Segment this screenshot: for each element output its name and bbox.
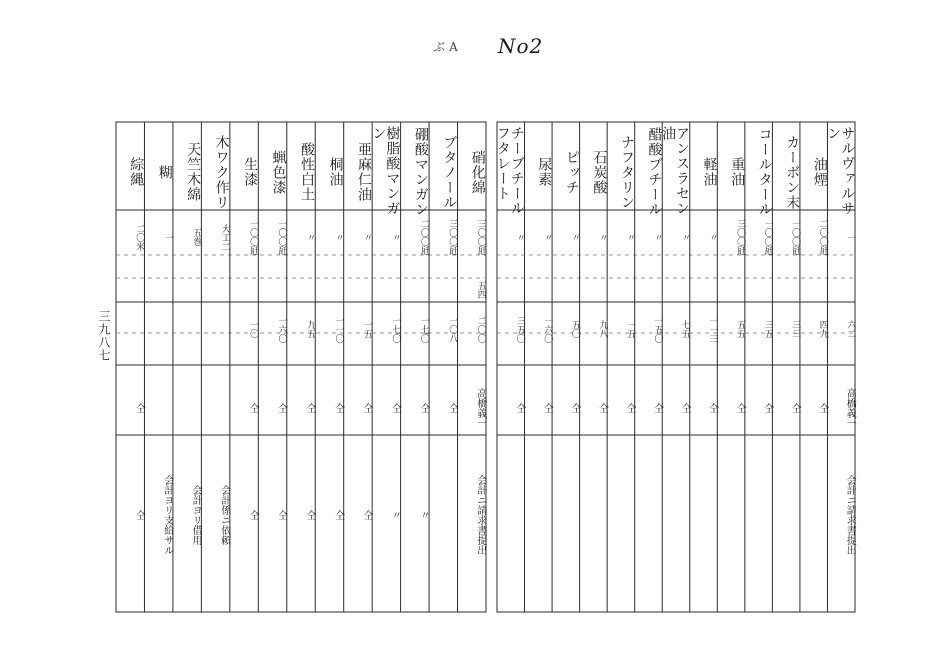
sub-amount bbox=[345, 280, 371, 300]
recipient: 仝 bbox=[275, 403, 287, 413]
unit-price: 一一〇 bbox=[333, 315, 344, 343]
sub-amount bbox=[580, 280, 606, 300]
item-name: 油煙 bbox=[811, 157, 828, 187]
recipient: 仝 bbox=[541, 403, 553, 413]
unit-price: 一五〇 bbox=[652, 315, 663, 343]
unit-price: 一六〇 bbox=[276, 315, 287, 343]
item-name: 軽油 bbox=[701, 157, 718, 187]
provision-note: 仝 bbox=[332, 510, 344, 520]
unit-price bbox=[203, 306, 229, 352]
item-name: サルヴァルサン bbox=[825, 126, 856, 216]
recipient: 仝 bbox=[596, 403, 608, 413]
item-name: 硼酸マンガン bbox=[412, 127, 429, 217]
provision-note bbox=[691, 440, 717, 590]
unit-price bbox=[117, 306, 143, 352]
quantity: 三〇〇瓩 bbox=[447, 219, 458, 255]
unit-price: 一五 bbox=[624, 320, 635, 338]
quantity: 五巻 bbox=[191, 228, 202, 246]
recipient: 仝 bbox=[446, 403, 458, 413]
corner-mark: ぶ А bbox=[433, 40, 458, 54]
recipient: 仝 bbox=[734, 403, 746, 413]
provision-note bbox=[746, 440, 772, 590]
provision-note: 〃 bbox=[417, 510, 429, 520]
recipient: 仝 bbox=[304, 403, 315, 413]
sub-amount bbox=[553, 280, 579, 300]
unit-price: 四九 bbox=[817, 320, 828, 338]
sub-amount bbox=[203, 280, 229, 300]
sub-amount bbox=[608, 280, 634, 300]
ledger-column bbox=[691, 122, 717, 612]
item-name: ブタノール bbox=[441, 134, 458, 210]
quantity: 〃 bbox=[305, 232, 315, 242]
recipient: 高橋義一 bbox=[844, 388, 856, 428]
item-name: 蝋色漆 bbox=[270, 149, 287, 195]
recipient: 仝 bbox=[417, 403, 429, 413]
sub-amount bbox=[801, 280, 827, 300]
ledger-column bbox=[580, 122, 606, 612]
ledger-column bbox=[146, 122, 172, 612]
unit-price: 三三 bbox=[790, 320, 801, 338]
provision-note: 仝 bbox=[304, 510, 315, 520]
provision-note bbox=[635, 440, 661, 590]
sub-amount bbox=[316, 280, 342, 300]
ledger-column bbox=[174, 122, 200, 612]
ledger-column bbox=[370, 122, 401, 612]
unit-price bbox=[146, 306, 172, 352]
item-name: 桐油 bbox=[327, 157, 344, 187]
item-name: カーボン末 bbox=[784, 134, 801, 210]
item-name: 硝化綿 bbox=[469, 149, 486, 195]
provision-note: 〃 bbox=[389, 510, 401, 520]
item-name: 天竺木綿 bbox=[185, 142, 202, 202]
ledger-column bbox=[746, 122, 772, 612]
sub-amount bbox=[174, 280, 200, 300]
quantity: 一〇〇瓩 bbox=[790, 219, 801, 255]
recipient: 仝 bbox=[332, 403, 344, 413]
sub-amount bbox=[260, 280, 286, 300]
sub-amount bbox=[691, 280, 717, 300]
provision-note: 仝 bbox=[275, 510, 287, 520]
unit-price: 三五 bbox=[762, 320, 773, 338]
provision-note bbox=[553, 440, 579, 590]
provision-note: 会計ニ請求書提出 bbox=[844, 475, 856, 555]
ledger-column bbox=[773, 122, 799, 612]
unit-price: 一〇 bbox=[248, 320, 259, 338]
provision-note: 仝 bbox=[360, 510, 372, 520]
item-name: 樹脂酸マンガン bbox=[370, 126, 401, 216]
sub-amount bbox=[498, 280, 524, 300]
ledger-column bbox=[345, 122, 371, 612]
unit-price: 一七〇 bbox=[418, 315, 429, 343]
unit-price: 一五 bbox=[361, 320, 372, 338]
recipient: 仝 bbox=[706, 403, 718, 413]
recipient: 仝 bbox=[247, 403, 259, 413]
provision-note bbox=[718, 440, 744, 590]
unit-price: 九五 bbox=[305, 320, 315, 338]
provision-note bbox=[801, 440, 827, 590]
quantity: 〃 bbox=[569, 232, 580, 242]
quantity: 〃 bbox=[333, 232, 344, 242]
recipient: 高橋義一 bbox=[474, 388, 486, 428]
sub-amount bbox=[718, 280, 744, 300]
provision-note bbox=[773, 440, 799, 590]
provision-note bbox=[663, 440, 689, 590]
quantity: 〃 bbox=[390, 232, 401, 242]
unit-price: 一七〇 bbox=[390, 315, 401, 343]
item-name: コールタール bbox=[756, 127, 773, 217]
quantity: 二〇〇瓩 bbox=[418, 219, 429, 255]
unit-price: 一一三 bbox=[707, 315, 718, 343]
provision-note bbox=[608, 440, 634, 590]
quantity: 〃 bbox=[624, 232, 635, 242]
ledger-column bbox=[260, 122, 286, 612]
unit-price: 三五〇 bbox=[514, 315, 525, 343]
page-number: No2 bbox=[498, 34, 544, 58]
ledger-column bbox=[553, 122, 579, 612]
recipient: 仝 bbox=[513, 403, 525, 413]
recipient: 仝 bbox=[651, 403, 663, 413]
recipient: 仝 bbox=[761, 403, 773, 413]
recipient bbox=[203, 368, 229, 448]
sub-amount bbox=[773, 280, 799, 300]
item-name: 木ワク作リ bbox=[213, 134, 230, 210]
unit-price: 一〇八 bbox=[447, 315, 458, 343]
unit-price: 五五 bbox=[735, 320, 746, 338]
sub-amount bbox=[746, 280, 772, 300]
provision-note: 仝 bbox=[133, 510, 145, 520]
ledger-column bbox=[635, 122, 661, 612]
quantity: 〃 bbox=[707, 232, 718, 242]
item-name: チーブチールフタレート bbox=[494, 126, 525, 216]
ledger-column bbox=[402, 122, 428, 612]
recipient: 仝 bbox=[623, 403, 635, 413]
side-page-number: 三九八七 bbox=[97, 310, 111, 362]
ledger-column bbox=[525, 122, 551, 612]
quantity: 二〇米 bbox=[134, 223, 145, 251]
sub-amount bbox=[231, 280, 257, 300]
sub-amount bbox=[146, 280, 172, 300]
item-name: 生漆 bbox=[242, 157, 259, 187]
sub-amount: 五四 bbox=[475, 281, 486, 299]
unit-price: 七五 bbox=[680, 320, 690, 338]
item-name: 尿素 bbox=[536, 157, 553, 187]
ledger-column bbox=[203, 122, 229, 612]
recipient: 仝 bbox=[816, 403, 828, 413]
ledger-column bbox=[117, 122, 143, 612]
quantity: 〃 bbox=[597, 232, 608, 242]
item-name: 酸性白土 bbox=[299, 142, 315, 202]
quantity: 一〇〇瓩 bbox=[276, 219, 287, 255]
quantity: 二〇〇瓩 bbox=[817, 219, 828, 255]
ledger-column bbox=[660, 122, 690, 612]
item-name: ナフタリン bbox=[618, 134, 635, 210]
quantity: 〃 bbox=[514, 232, 525, 242]
sub-amount bbox=[373, 280, 399, 300]
ledger-column bbox=[825, 122, 856, 612]
quantity: 三〇〇瓩 bbox=[735, 219, 746, 255]
sub-amount bbox=[663, 280, 689, 300]
quantity: 〃 bbox=[652, 232, 663, 242]
sub-amount bbox=[402, 280, 428, 300]
provision-note: 会計ヨリ支給サル bbox=[161, 475, 173, 555]
recipient: 仝 bbox=[568, 403, 580, 413]
quantity: 〃 bbox=[680, 232, 690, 242]
provision-note bbox=[430, 440, 456, 590]
unit-price: 五〇 bbox=[569, 320, 580, 338]
provision-note: 会計ヨリ借用 bbox=[190, 485, 202, 545]
sub-amount bbox=[828, 280, 854, 300]
quantity: 大工二 bbox=[219, 223, 230, 251]
recipient: 仝 bbox=[360, 403, 372, 413]
quantity: 〃 bbox=[361, 232, 372, 242]
provision-note bbox=[525, 440, 551, 590]
quantity: 三〇〇瓩 bbox=[475, 219, 486, 255]
ledger-column bbox=[718, 122, 744, 612]
item-name: 糊 bbox=[156, 164, 173, 180]
ledger-column bbox=[801, 122, 827, 612]
quantity: 一 bbox=[162, 232, 173, 242]
provision-note: 仝 bbox=[247, 510, 259, 520]
unit-price bbox=[174, 306, 200, 352]
sub-amount bbox=[430, 280, 456, 300]
item-name: 重油 bbox=[729, 157, 746, 187]
ledger-column bbox=[608, 122, 634, 612]
recipient: 仝 bbox=[679, 403, 690, 413]
provision-note bbox=[580, 440, 606, 590]
quantity: 一 bbox=[845, 232, 856, 242]
unit-price: 二〇〇 bbox=[475, 315, 486, 343]
recipient: 仝 bbox=[389, 403, 401, 413]
sub-amount bbox=[117, 280, 143, 300]
sub-amount bbox=[635, 280, 661, 300]
recipient bbox=[174, 368, 200, 448]
recipient: 仝 bbox=[789, 403, 801, 413]
ledger-column bbox=[231, 122, 257, 612]
ledger-column bbox=[430, 122, 456, 612]
unit-price: 六二 bbox=[845, 320, 856, 338]
quantity: 一〇〇瓩 bbox=[762, 219, 773, 255]
ledger-column bbox=[459, 122, 485, 612]
ledger-column bbox=[288, 122, 314, 612]
unit-price: 九八 bbox=[597, 320, 608, 338]
item-name: ピッチ bbox=[563, 149, 580, 195]
item-name: 亜麻仁油 bbox=[355, 142, 372, 202]
item-name: アンスラセン油 bbox=[660, 126, 690, 216]
item-name: 綜縄 bbox=[128, 157, 145, 187]
quantity: 一〇〇瓩 bbox=[248, 219, 259, 255]
item-name: 醋酸ブチール bbox=[646, 127, 663, 217]
recipient: 仝 bbox=[133, 403, 145, 413]
ledger-column bbox=[494, 122, 525, 612]
provision-note: 会計ニ請求書提出 bbox=[474, 475, 486, 555]
recipient bbox=[146, 368, 172, 448]
provision-note bbox=[498, 440, 524, 590]
provision-note: 会計係ニ依頼 bbox=[218, 485, 230, 545]
sub-amount bbox=[525, 280, 551, 300]
sub-amount bbox=[288, 280, 314, 300]
unit-price: 一六〇 bbox=[542, 315, 553, 343]
ledger-column bbox=[316, 122, 342, 612]
quantity: 〃 bbox=[542, 232, 553, 242]
item-name: 石炭酸 bbox=[591, 149, 608, 195]
